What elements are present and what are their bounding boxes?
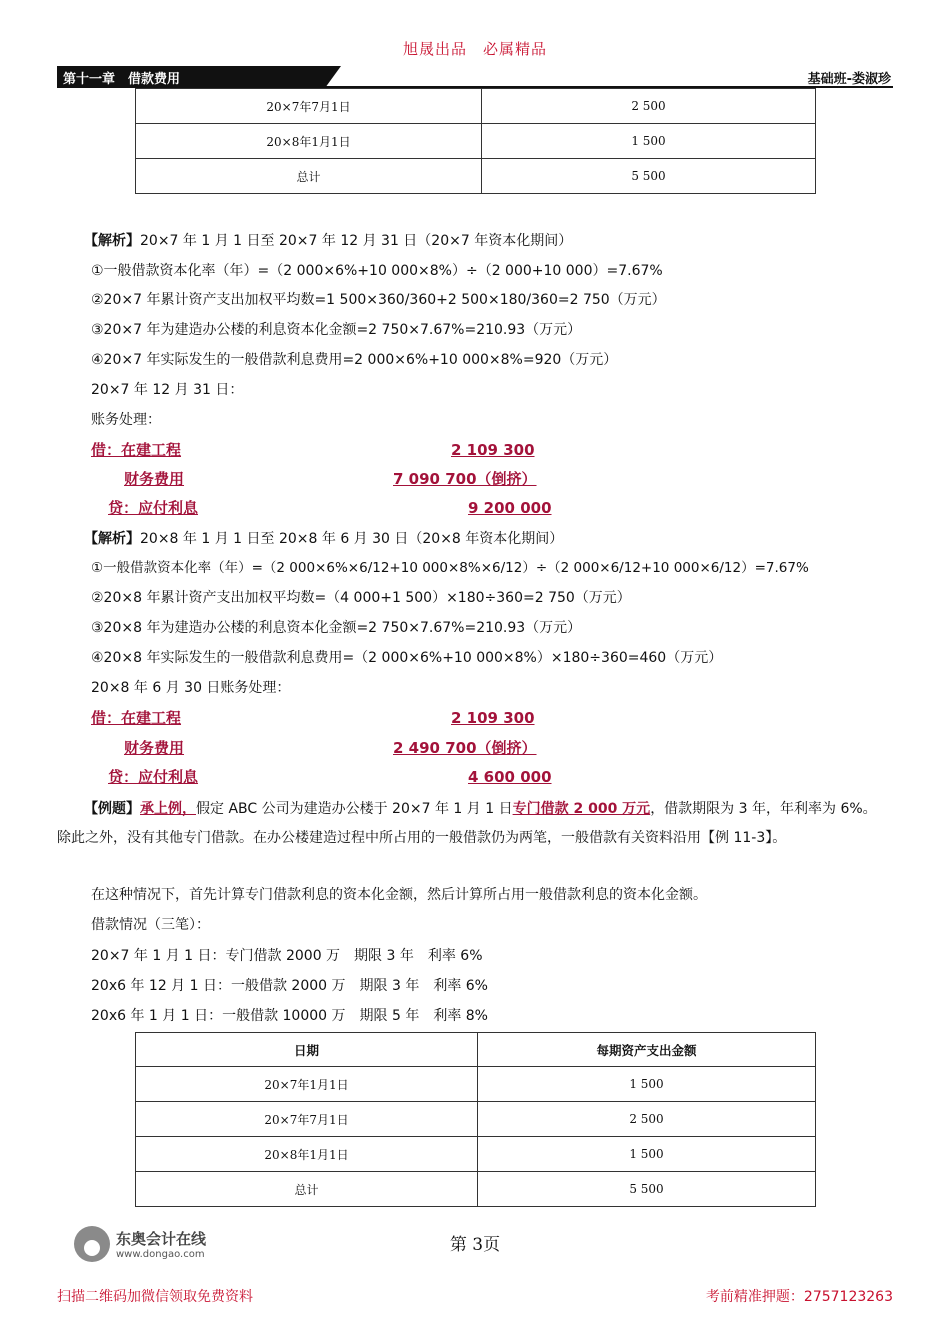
analysis2-line1: ①一般借款资本化率（年）=（2 000×6%×6/12+10 000×8%×6/12）÷（2 000×6/12+10 000×6/12）=7.67% xyxy=(91,560,809,576)
expenditure-table xyxy=(135,1032,816,1207)
example-text-b: ，借款期限为 3 年，年利率为 6%。除此之外，没有其他专门借款。在办公楼建造过程中所占用的一般借款仍为两笔，一般借款有关资料沿用【例 11-3】。 xyxy=(57,801,877,846)
table-cell-date: 20×7年1月1日 xyxy=(136,1067,478,1102)
table-header-amount: 每期资产支出金额 xyxy=(478,1033,816,1067)
example-highlight: 专门借款 2 000 万元 xyxy=(512,801,651,817)
course-author: 基础班-娄淑珍 xyxy=(807,72,891,87)
loan-2: 20x6 年 12 月 1 日：一般借款 2000 万 期限 3 年 利率 6% xyxy=(91,978,488,994)
table-cell-date: 20×8年1月1日 xyxy=(136,124,482,159)
analysis2-heading xyxy=(84,529,563,549)
table-cell-amount: 5 500 xyxy=(482,159,816,194)
logo-name: 东奥会计在线 xyxy=(116,1230,207,1248)
loans-title: 借款情况（三笔）： xyxy=(91,917,210,933)
entry1-credit-amount: 9 200 000 xyxy=(468,499,552,517)
analysis1-period: 20×7 年 1 月 1 日至 20×7 年 12 月 31 日（20×7 年资本化期间） xyxy=(140,233,573,249)
header-slogan: 旭晟出品 必属精品 xyxy=(402,40,547,58)
analysis1-title: 【解析】 xyxy=(84,233,140,249)
table-cell-amount: 1 500 xyxy=(478,1137,816,1172)
table-cell-date: 20×8年1月1日 xyxy=(136,1137,478,1172)
analysis1-line1: ①一般借款资本化率（年）=（2 000×6%+10 000×8%）÷（2 000+10 000）=7.67% xyxy=(91,263,663,279)
loan-3: 20x6 年 1 月 1 日：一般借款 10000 万 期限 5 年 利率 8% xyxy=(91,1008,488,1024)
example-text-a: 假定 ABC 公司为建造办公楼于 20×7 年 1 月 1 日 xyxy=(196,801,513,817)
chapter-title: 第十一章 借款费用 xyxy=(63,72,181,87)
logo-url: www.dongao.com xyxy=(116,1249,205,1260)
entry2-debit1-amount: 2 109 300 xyxy=(451,709,535,727)
table-row xyxy=(136,124,816,159)
analysis2-line2: ②20×8 年累计资产支出加权平均数=（4 000+1 500）×180÷360=2 750（万元） xyxy=(91,590,631,606)
analysis1-date: 20×7 年 12 月 31 日： xyxy=(91,382,244,398)
analysis1-acct: 账务处理： xyxy=(91,412,161,428)
chapter-header-bar xyxy=(57,66,893,88)
analysis2-line4: ④20×8 年实际发生的一般借款利息费用=（2 000×6%+10 000×8%）×180÷360=460（万元） xyxy=(91,650,723,666)
analysis1-line4: ④20×7 年实际发生的一般借款利息费用=2 000×6%+10 000×8%=920（万元） xyxy=(91,352,618,368)
analysis1-line2: ②20×7 年累计资产支出加权平均数=1 500×360/360+2 500×180/360=2 750（万元） xyxy=(91,292,666,308)
table-cell-date: 20×7年7月1日 xyxy=(136,1102,478,1137)
table-row xyxy=(136,1067,816,1102)
entry2-credit-label: 贷：应付利息 xyxy=(108,768,199,786)
table-row xyxy=(136,159,816,194)
chapter-header-corner xyxy=(325,66,341,88)
analysis2-line3: ③20×8 年为建造办公楼的利息资本化金额=2 750×7.67%=210.93（万元） xyxy=(91,620,582,636)
example-explain: 在这种情况下，首先计算专门借款利息的资本化金额，然后计算所占用一般借款利息的资本化金额。 xyxy=(91,887,707,903)
table-cell-amount: 5 500 xyxy=(478,1172,816,1207)
table-header-row xyxy=(136,1033,816,1067)
entry2-debit2-amount: 2 490 700（倒挤） xyxy=(393,739,537,757)
table-row xyxy=(136,89,816,124)
table-row xyxy=(136,1137,816,1172)
example-lead: 承上例， xyxy=(140,801,196,817)
table-cell-date: 总计 xyxy=(136,159,482,194)
table-cell-amount: 1 500 xyxy=(478,1067,816,1102)
table-cell-amount: 1 500 xyxy=(482,124,816,159)
entry1-debit1-amount: 2 109 300 xyxy=(451,441,535,459)
entry1-debit2-amount: 7 090 700（倒挤） xyxy=(393,470,537,488)
entry2-credit-amount: 4 600 000 xyxy=(468,768,552,786)
analysis1-heading xyxy=(84,231,572,251)
example-paragraph xyxy=(57,795,881,853)
analysis2-date: 20×8 年 6 月 30 日账务处理： xyxy=(91,680,291,696)
analysis1-line3: ③20×7 年为建造办公楼的利息资本化金额=2 750×7.67%=210.93（万元） xyxy=(91,322,582,338)
entry1-debit2-label: 财务费用 xyxy=(124,470,185,488)
table-cell-date: 总计 xyxy=(136,1172,478,1207)
entry2-debit2-label: 财务费用 xyxy=(124,739,185,757)
table-row xyxy=(136,1102,816,1137)
entry1-credit-label: 贷：应付利息 xyxy=(108,499,199,517)
table-row xyxy=(136,1172,816,1207)
expenditure-table-continued xyxy=(135,88,816,194)
loan-1: 20×7 年 1 月 1 日：专门借款 2000 万 期限 3 年 利率 6% xyxy=(91,948,483,964)
page-number: 第 3页 xyxy=(449,1235,501,1255)
table-cell-amount: 2 500 xyxy=(482,89,816,124)
table-header-date: 日期 xyxy=(136,1033,478,1067)
example-title: 【例题】 xyxy=(84,801,140,817)
table-cell-date: 20×7年7月1日 xyxy=(136,89,482,124)
footer-promo-right: 考前精准押题：2757123263 xyxy=(705,1289,893,1305)
table-cell-amount: 2 500 xyxy=(478,1102,816,1137)
analysis2-period: 20×8 年 1 月 1 日至 20×8 年 6 月 30 日（20×8 年资本化期间） xyxy=(140,531,564,547)
footer-promo-left: 扫描二维码加微信领取免费资料 xyxy=(57,1289,253,1305)
entry2-debit1-label: 借：在建工程 xyxy=(91,709,182,727)
entry1-debit1-label: 借：在建工程 xyxy=(91,441,182,459)
analysis2-title: 【解析】 xyxy=(84,531,140,547)
